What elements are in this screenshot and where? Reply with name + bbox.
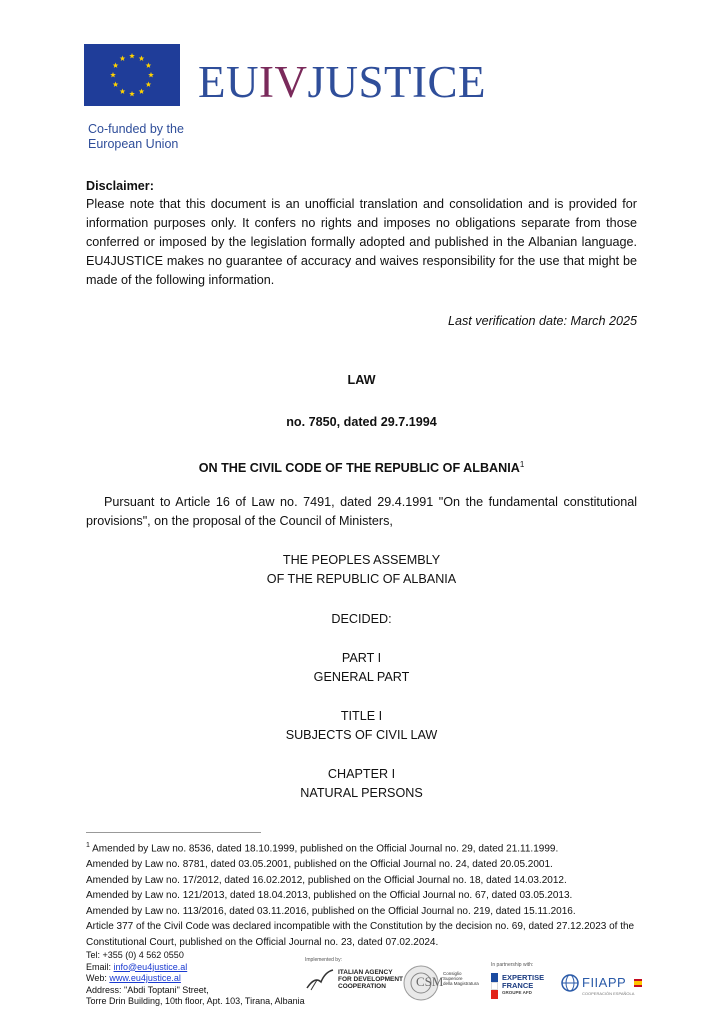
assembly-line-1: THE PEOPLES ASSEMBLY [282, 553, 441, 567]
title-name: SUBJECTS OF CIVIL LAW [285, 728, 438, 742]
law-title: ON THE CIVIL CODE OF THE REPUBLIC OF ALBANIA$^1$ [198, 460, 525, 476]
eu-star [113, 63, 119, 68]
csm-abbr: CSM [416, 974, 444, 989]
implemented-by-label: Implemented by: [305, 957, 342, 963]
contact-address-1: Address: "Abdi Toptani" Street, [86, 984, 209, 995]
eu-star [110, 72, 116, 77]
eu-flag-logo [84, 44, 180, 106]
disclaimer-title: Disclaimer: [86, 179, 154, 193]
eu-star [120, 56, 126, 61]
aics-logo-text: ITALIAN AGENCY FOR DEVELOPMENT COOPERATION [338, 969, 404, 991]
csm-logo-text: Consiglio Superiore della Magistratura [443, 971, 479, 986]
eu-star [120, 88, 126, 93]
contact-address-2: Torre Drin Building, 10th floor, Apt. 103, Tirana, Albania [86, 996, 305, 1006]
pursuant-paragraph: Pursuant to Article 16 of Law no. 7491, dated 29.4.1991 "On the fundamental constitutional provisions", on the proposal of the Council of Ministers, [86, 495, 637, 528]
part-name: GENERAL PART [313, 670, 410, 684]
eu-star [129, 53, 135, 58]
cofunded-label: Co-funded by the European Union [88, 122, 184, 151]
disclaimer-text: Please note that this document is an unofficial translation and consolidation and is provided for information purposes only. It confers no rights and imposes no obligations separate from those conferred or imposed by the legislation formally adopted and published in the Albanian language. EU4JUSTICE makes no guarantee of accuracy and waives responsibility for the use that might be made of the following information. [86, 197, 637, 287]
law-number: no. 7850, dated 29.7.1994 [286, 415, 437, 429]
fiiapp-subtitle: COOPERACIÓN ESPAÑOLA [582, 991, 635, 996]
footnote-line: Amended by Law no. 17/2012, dated 16.02.2012, published on the Official Journal no. 18, dated 14.03.2012. [86, 874, 567, 886]
expertise-france-flag-icon [491, 973, 498, 999]
title-number: TITLE I [340, 709, 383, 723]
web-link[interactable]: www.eu4justice.al [109, 973, 181, 983]
contact-web: Web: www.eu4justice.al [86, 973, 181, 983]
expertise-france-text: EXPERTISE FRANCE GROUPE AFD [502, 973, 545, 995]
eu-star [139, 56, 145, 61]
footnotes [86, 838, 642, 950]
assembly-line-2: OF THE REPUBLIC OF ALBANIA [266, 572, 457, 586]
footnote-ref[interactable]: 1 [519, 460, 525, 469]
verification-date: Last verification date: March 2025 [447, 314, 637, 328]
decided-label: DECIDED: [331, 612, 392, 626]
contact-email: Email: info@eu4justice.al [86, 961, 188, 972]
eu-star [148, 72, 154, 77]
footnote-line: Article 377 of the Civil Code was declared incompatible with the Constitution by the decision no. 69, dated 27.12.2023 of the Constitutional Court, published on the Official Journal no. 23, dated 07.02.2024. [86, 921, 635, 948]
eu-star [139, 88, 145, 93]
spain-flag-icon [634, 979, 642, 987]
eu-star [146, 63, 152, 68]
eu-star [146, 82, 152, 87]
eu-star [113, 82, 119, 87]
fiiapp-logo-text: FIIAPP [582, 975, 627, 990]
partnership-label: In partnership with: [491, 962, 534, 968]
contact-tel: Tel: +355 (0) 4 562 0550 [86, 950, 184, 960]
eu4justice-logo-text: EUIVJUSTICE [198, 57, 486, 107]
footnote-line: Amended by Law no. 121/2013, dated 18.04.2013, published on the Official Journal no. 67, dated 03.05.2013. [86, 890, 573, 902]
aics-bird-icon [305, 968, 335, 994]
eu-stars-icon [84, 44, 180, 106]
law-heading: LAW [347, 373, 376, 387]
email-link[interactable]: info@eu4justice.al [113, 961, 188, 972]
footnote-line: Amended by Law no. 8781, dated 03.05.2001, published on the Official Journal no. 24, dated 20.05.2001. [86, 858, 553, 870]
fiiapp-globe-icon [561, 974, 579, 992]
chapter-name: NATURAL PERSONS [300, 786, 423, 800]
contact-block [86, 950, 305, 1008]
part-number: PART I [341, 651, 382, 665]
eu-star [129, 91, 135, 96]
footnote-line: Amended by Law no. 113/2016, dated 03.11.2016, published on the Official Journal no. 219, dated 15.11.2016. [86, 905, 576, 917]
chapter-number: CHAPTER I [327, 767, 396, 781]
footnote-divider [86, 832, 261, 833]
footnote-line: $^1$ Amended by Law no. 8536, dated 18.10.1999, published on the Official Journal no. 29, dated 21.11.1999. [86, 842, 559, 855]
